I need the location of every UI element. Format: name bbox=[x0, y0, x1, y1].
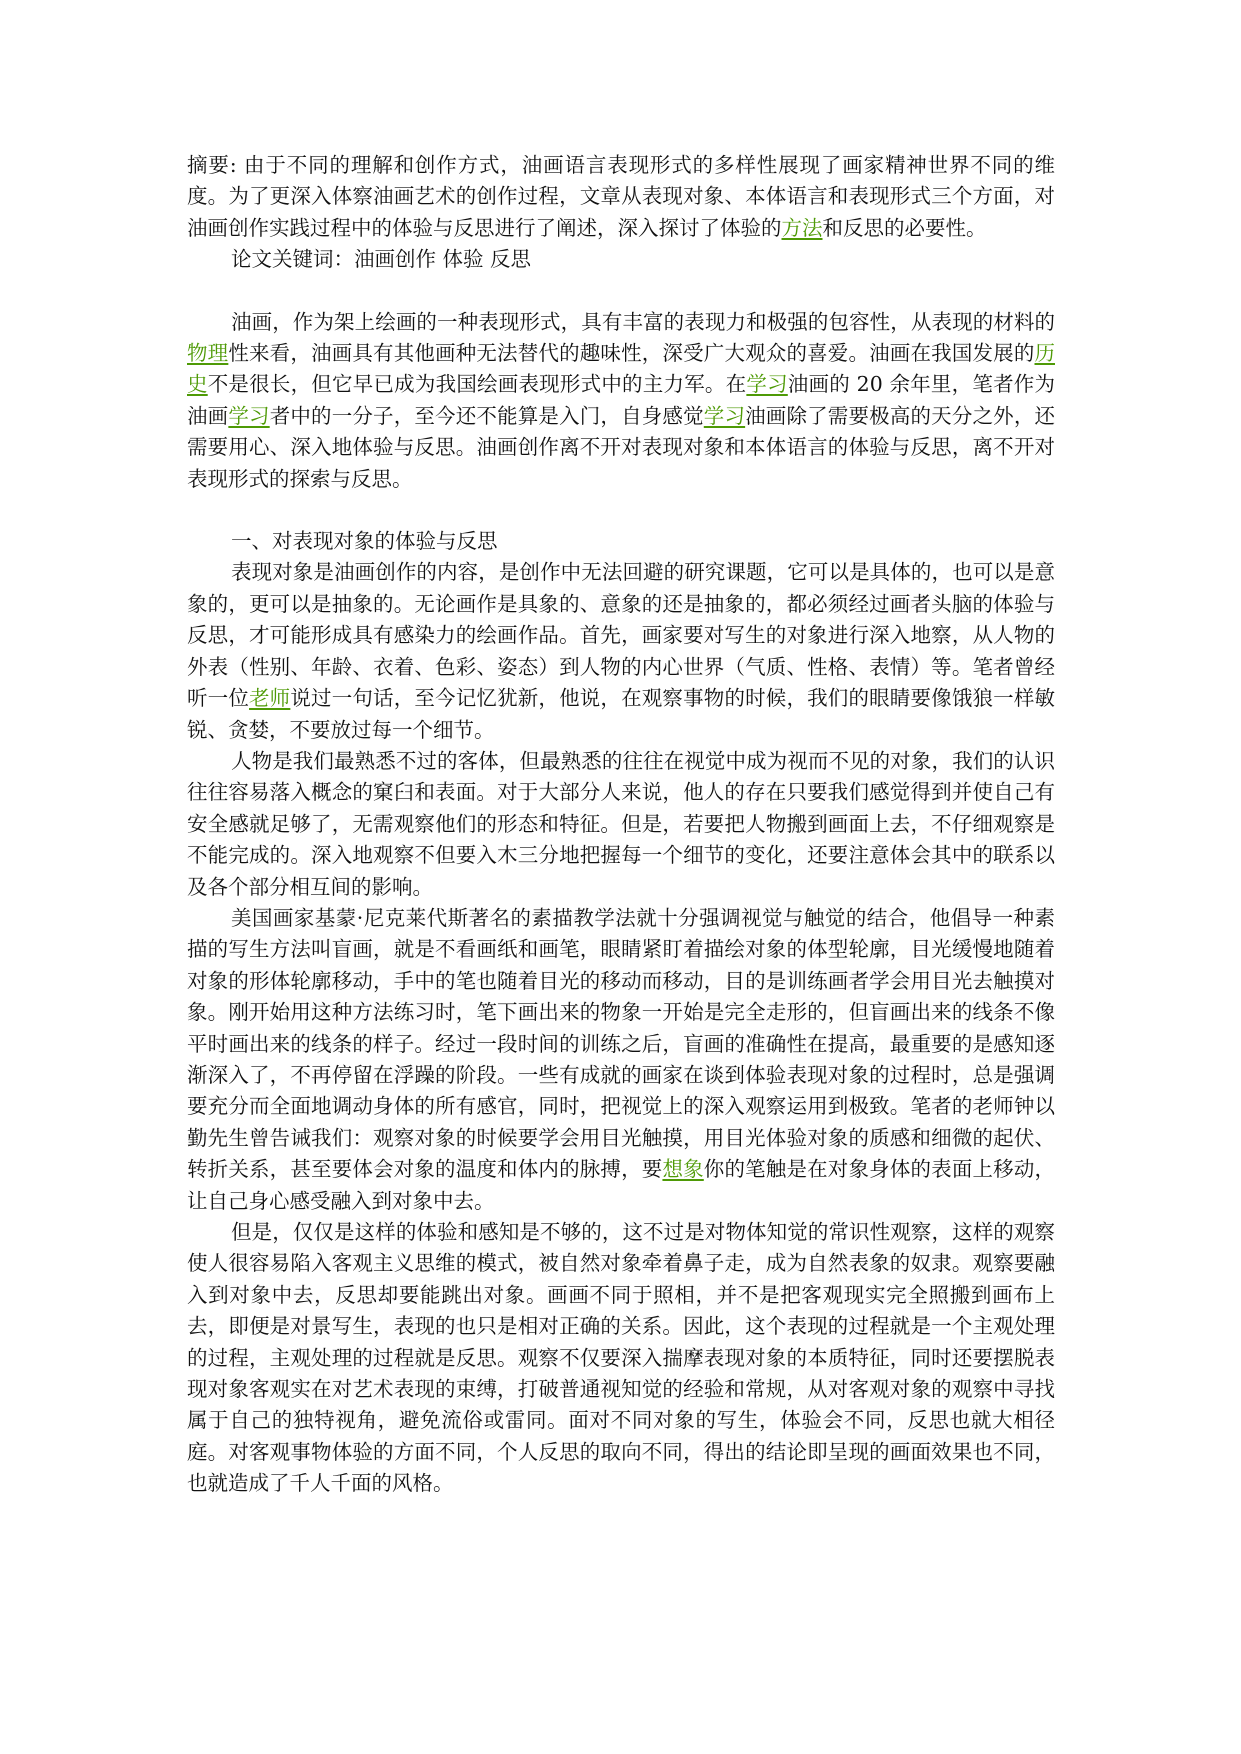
link-study-3[interactable]: 学习 bbox=[703, 403, 746, 428]
link-study-2[interactable]: 学习 bbox=[228, 403, 270, 428]
section-paragraph-1: 表现对象是油画创作的内容，是创作中无法回避的研究课题，它可以是具体的，也可以是意象的，更可以是抽象的。无论画作是具象的、意象的还是抽象的，都必须经过画者头脑的体验与反思，才可能形成具有感染力的绘画作品。首先，画家要对写生的对象进行深入地察，从人物的外表（性别、年龄、衣着、色彩、姿态）到人物的内心世界（气质、性格、表情）等。笔者曾经听一位老师说过一句话，至今记忆犹新，他说，在观察事物的时候，我们的眼睛要像饿狼一样敏锐、贪婪，不要放过每一个细节。 bbox=[187, 560, 1056, 742]
section-paragraph-2: 人物是我们最熟悉不过的客体，但最熟悉的往往在视觉中成为视而不见的对象，我们的认识往往容易落入概念的窠臼和表面。对于大部分人来说，他人的存在只要我们感觉得到并使自己有安全感就足够了，无需观察他们的形态和特征。但是，若要把人物搬到画面上去，不仔细观察是不能完成的。深入地观察不但要入木三分地把握每一个细节的变化，还要注意体会其中的联系以及各个部分相互间的影响。 bbox=[187, 748, 1055, 899]
article-body bbox=[187, 150, 1055, 1500]
link-teacher[interactable]: 老师 bbox=[249, 686, 291, 711]
section-paragraph-4: 但是，仅仅是这样的体验和感知是不够的，这不过是对物体知觉的常识性观察，这样的观察使人很容易陷入客观主义思维的模式，被自然对象牵着鼻子走，成为自然表象的奴隶。观察要融入到对象中去，反思却要能跳出对象。画画不同于照相，并不是把客观现实完全照搬到画布上去，即便是对景写生，表现的也只是相对正确的关系。因此，这个表现的过程就是一个主观处理的过程，主观处理的过程就是反思。观察不仅要深入揣摩表现对象的本质特征，同时还要摆脱表现对象客观实在对艺术表现的束缚，打破普通视知觉的经验和常规，从对客观对象的观察中寻找属于自己的独特视角，避免流俗或雷同。面对不同对象的写生，体验会不同，反思也就大相径庭。对客观事物体验的方面不同，个人反思的取向不同，得出的结论即呈现的画面效果也不同，也就造成了千人千面的风格。 bbox=[187, 1220, 1055, 1496]
abstract-paragraph: 摘要: 由于不同的理解和创作方式，油画语言表现形式的多样性展现了画家精神世界不同的维度。为了更深入体察油画艺术的创作过程，文章从表现对象、本体语言和表现形式三个方面，对油画创作实践过程中的体验与反思进行了阐述，深入探讨了体验的方法和反思的必要性。 bbox=[187, 153, 1055, 240]
link-study-1[interactable]: 学习 bbox=[746, 372, 788, 397]
keywords-line: 论文关键词：油画创作 体验 反思 bbox=[231, 247, 532, 272]
link-method[interactable]: 方法 bbox=[781, 215, 823, 240]
link-imagine[interactable]: 想象 bbox=[662, 1157, 704, 1182]
link-physics[interactable]: 物理 bbox=[187, 341, 229, 366]
section-paragraph-3: 美国画家基蒙·尼克莱代斯著名的素描教学法就十分强调视觉与触觉的结合，他倡导一种素描的写生方法叫盲画，就是不看画纸和画笔，眼睛紧盯着描绘对象的体型轮廓，目光缓慢地随着对象的形体轮廓移动，手中的笔也随着目光的移动而移动，目的是训练画者学会用目光去触摸对象。刚开始用这种方法练习时，笔下画出来的物象一开始是完全走形的，但盲画出来的线条不像平时画出来的线条的样子。经过一段时间的训练之后，盲画的准确性在提高，最重要的是感知逐渐深入了，不再停留在浮躁的阶段。一些有成就的画家在谈到体验表现对象的过程时，总是强调要充分而全面地调动身体的所有感官，同时，把视觉上的深入观察运用到极致。笔者的老师钟以勤先生曾告诫我们：观察对象的时候要学会用目光触摸，用目光体验对象的质感和细微的起伏、转折关系，甚至要体会对象的温度和体内的脉搏，要想象你的笔触是在对象身体的表面上移动，让自己身心感受融入到对象中去。 bbox=[187, 905, 1056, 1213]
intro-paragraph: 油画，作为架上绘画的一种表现形式，具有丰富的表现力和极强的包容性，从表现的材料的物理性来看，油画具有其他画种无法替代的趣味性，深受广大观众的喜爱。油画在我国发展的历史不是很长，但它早已成为我国绘画表现形式中的主力军。在学习油画的 20 余年里，笔者作为油画学习者中的一分子，至今还不能算是入门，自身感觉学习油画除了需要极高的天分之外，还需要用心、深入地体验与反思。油画创作离不开对表现对象和本体语言的体验与反思，离不开对表现形式的探索与反思。 bbox=[187, 309, 1056, 491]
abstract-label: 摘要: bbox=[187, 153, 237, 177]
blank-line bbox=[187, 495, 1055, 526]
link-history[interactable]: 历史 bbox=[187, 341, 1055, 397]
section-heading: 一、对表现对象的体验与反思 bbox=[231, 529, 498, 554]
blank-line bbox=[187, 276, 1055, 307]
